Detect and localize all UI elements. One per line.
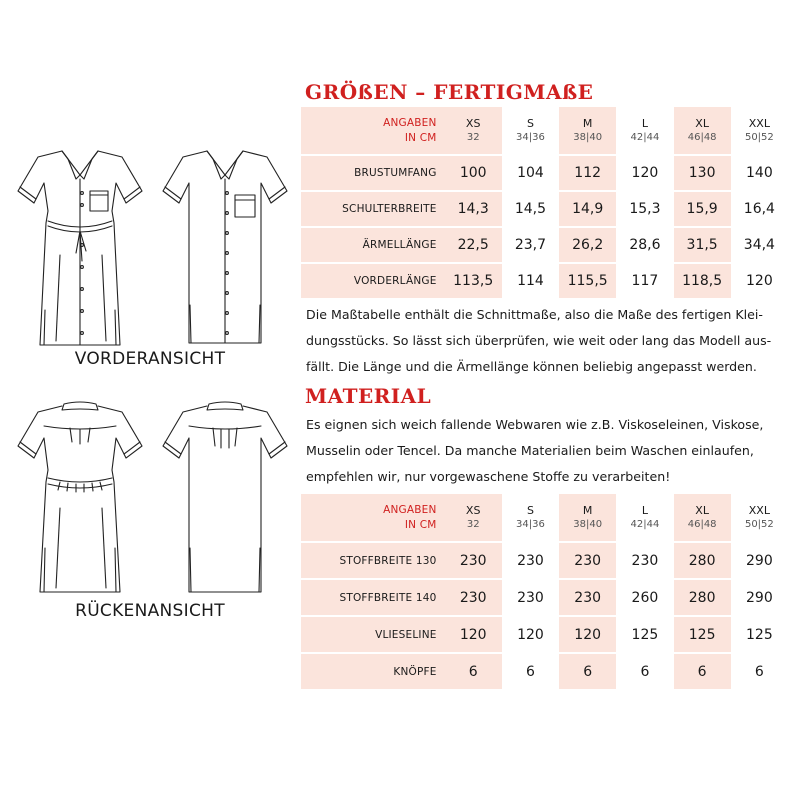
sizes-table-header-row: [301, 107, 788, 155]
size-name: L: [641, 117, 648, 130]
size-number: 46|48: [687, 132, 717, 143]
table-cell: 22,5: [445, 227, 502, 263]
table-row: [301, 616, 788, 653]
table-cell: 290: [731, 542, 788, 579]
table-cell: 14,5: [502, 191, 559, 227]
size-column-header: [445, 107, 502, 155]
table-cell: 6: [674, 653, 731, 690]
table-cell: 31,5: [674, 227, 731, 263]
table-cell: 100: [445, 155, 502, 191]
sketch-area: [0, 0, 300, 800]
table-cell: 6: [445, 653, 502, 690]
row-label: VORDERLÄNGE: [301, 263, 445, 299]
sizes-section-title: GRÖßEN – FERTIGMAßE: [305, 80, 594, 104]
size-column-header: [559, 494, 616, 542]
table-cell: 6: [616, 653, 673, 690]
table-row: [301, 579, 788, 616]
table-cell: 6: [559, 653, 616, 690]
table-row: [301, 227, 788, 263]
table-cell: 125: [674, 616, 731, 653]
size-number: 34|36: [516, 132, 545, 143]
table-cell: 280: [674, 542, 731, 579]
table-cell: 6: [502, 653, 559, 690]
size-name: XS: [465, 504, 481, 517]
back-view-sketch-unbelted: [155, 398, 295, 596]
front-view-label: VORDERANSICHT: [74, 349, 226, 369]
table-cell: 28,6: [616, 227, 673, 263]
back-view-sketch-gathered: [10, 398, 150, 596]
size-column-header: [674, 107, 731, 155]
table-cell: 120: [502, 616, 559, 653]
size-name: M: [582, 117, 593, 130]
material-header-line2: IN CM: [404, 518, 437, 531]
material-table-body: [301, 542, 788, 690]
table-row: [301, 263, 788, 299]
table-cell: 260: [616, 579, 673, 616]
size-name: XXL: [748, 117, 770, 130]
front-view-sketch-unbelted: [155, 145, 295, 350]
size-name: M: [582, 504, 593, 517]
size-column-header: [731, 494, 788, 542]
size-name: L: [641, 504, 648, 517]
size-number: 34|36: [516, 519, 545, 530]
table-row: [301, 653, 788, 690]
size-column-header: [502, 494, 559, 542]
table-cell: 14,9: [559, 191, 616, 227]
size-name: XL: [695, 504, 709, 517]
table-cell: 26,2: [559, 227, 616, 263]
size-number: 50|52: [744, 132, 774, 143]
size-name: S: [526, 117, 534, 130]
table-cell: 230: [559, 542, 616, 579]
size-number: 42|44: [630, 519, 660, 530]
table-cell: 113,5: [445, 263, 502, 299]
table-cell: 230: [616, 542, 673, 579]
table-cell: 23,7: [502, 227, 559, 263]
row-label: STOFFBREITE 140: [301, 579, 445, 616]
size-column-header: [502, 107, 559, 155]
table-row: [301, 155, 788, 191]
size-number: 42|44: [630, 132, 660, 143]
material-table-header-label: [301, 494, 445, 542]
size-number: 32: [466, 132, 480, 143]
size-column-header: [559, 107, 616, 155]
size-name: XL: [695, 117, 709, 130]
table-cell: 230: [502, 542, 559, 579]
row-label: KNÖPFE: [301, 653, 445, 690]
size-number: 38|40: [573, 519, 603, 530]
sizes-table-body: [301, 155, 788, 299]
table-cell: 115,5: [559, 263, 616, 299]
table-cell: 16,4: [731, 191, 788, 227]
table-cell: 120: [731, 263, 788, 299]
size-name: XXL: [748, 504, 770, 517]
size-column-header: [674, 494, 731, 542]
table-cell: 34,4: [731, 227, 788, 263]
sizes-note-paragraph: Die Maßtabelle enthält die Schnittmaße, also die Maße des fertigen Klei-dungsstücks. So lässt sich überprüfen, wie weit oder lang das Modell aus-fällt. Die Länge und die Ärmellänge können beliebig angepasst werden.: [306, 307, 772, 374]
table-row: [301, 542, 788, 579]
material-header-line1: ANGABEN: [383, 503, 437, 516]
table-cell: 290: [731, 579, 788, 616]
material-section-title: MATERIAL: [305, 384, 432, 408]
table-cell: 120: [559, 616, 616, 653]
table-cell: 120: [616, 155, 673, 191]
table-cell: 230: [445, 579, 502, 616]
table-cell: 230: [502, 579, 559, 616]
size-number: 38|40: [573, 132, 603, 143]
table-cell: 15,3: [616, 191, 673, 227]
sizes-table-header-label: [301, 107, 445, 155]
table-cell: 6: [731, 653, 788, 690]
back-view-label: RÜCKENANSICHT: [75, 601, 225, 621]
table-cell: 125: [731, 616, 788, 653]
table-cell: 114: [502, 263, 559, 299]
size-column-header: [616, 494, 673, 542]
size-number: 46|48: [687, 519, 717, 530]
row-label: VLIESELINE: [301, 616, 445, 653]
row-label: ÄRMELLÄNGE: [301, 227, 445, 263]
size-column-header: [445, 494, 502, 542]
table-cell: 118,5: [674, 263, 731, 299]
table-cell: 120: [445, 616, 502, 653]
material-table: [301, 494, 788, 691]
table-cell: 140: [731, 155, 788, 191]
size-column-header: [616, 107, 673, 155]
table-row: [301, 191, 788, 227]
table-cell: 230: [445, 542, 502, 579]
size-column-header: [731, 107, 788, 155]
sizes-table: [301, 107, 788, 300]
table-cell: 15,9: [674, 191, 731, 227]
material-paragraph: Es eignen sich weich fallende Webwaren wie z.B. Viskoseleinen, Viskose, Musselin oder Tencel. Da manche Materialien beim Waschen einlaufen, empfehlen wir, nur vorgewaschene Stoffe zu verarbeiten!: [306, 417, 764, 484]
size-number: 32: [466, 519, 480, 530]
row-label: BRUSTUMFANG: [301, 155, 445, 191]
table-cell: 230: [559, 579, 616, 616]
row-label: STOFFBREITE 130: [301, 542, 445, 579]
table-cell: 14,3: [445, 191, 502, 227]
sizes-header-line1: ANGABEN: [383, 116, 437, 129]
material-table-header-row: [301, 494, 788, 542]
sizes-header-line2: IN CM: [404, 131, 437, 144]
table-cell: 280: [674, 579, 731, 616]
table-cell: 117: [616, 263, 673, 299]
front-view-sketch-drawstring: [10, 145, 150, 350]
table-cell: 112: [559, 155, 616, 191]
table-cell: 104: [502, 155, 559, 191]
size-name: XS: [465, 117, 481, 130]
size-name: S: [526, 504, 534, 517]
table-cell: 125: [616, 616, 673, 653]
table-cell: 130: [674, 155, 731, 191]
row-label: SCHULTERBREITE: [301, 191, 445, 227]
size-number: 50|52: [744, 519, 774, 530]
